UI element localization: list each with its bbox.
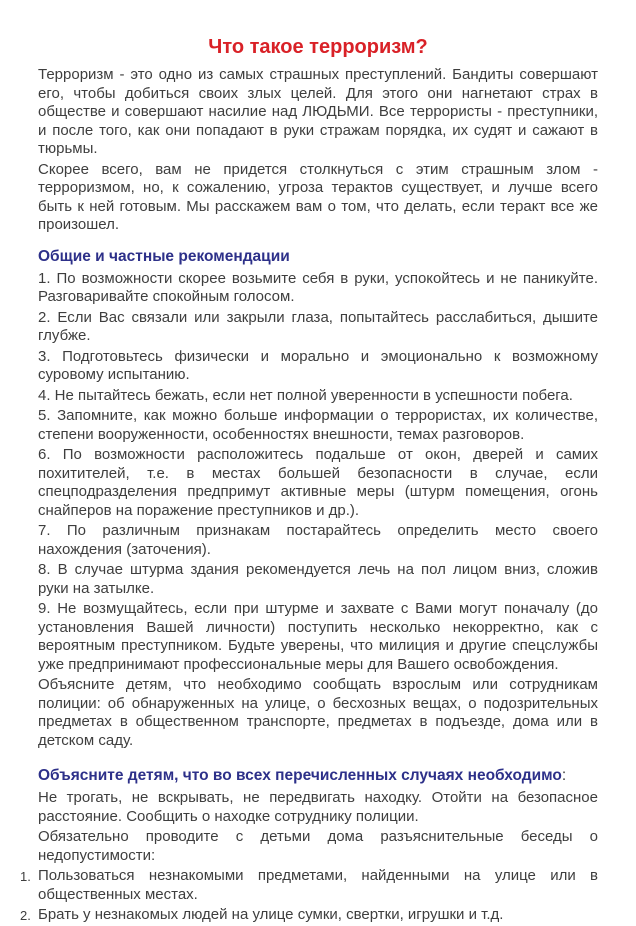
list-item-text: Брать у незнакомых людей на улице сумки, свертки, игрушки и т.д.	[38, 906, 504, 923]
list-item-number: 2.	[20, 908, 31, 923]
recommendation-item-7: 7. По различным признакам постарайтесь определить место своего нахождения (заточения).	[38, 522, 598, 558]
prohibitions-list	[20, 867, 598, 926]
recommendation-item-8: 8. В случае штурма здания рекомендуется лечь на пол лицом вниз, сложив руки на затылке.	[38, 561, 598, 597]
section-heading-general-recommendations: Общие и частные рекомендации	[38, 247, 290, 265]
page-title: Что такое терроризм?	[208, 36, 428, 58]
list-item	[20, 906, 598, 926]
recommendation-item-1: 1. По возможности скорее возьмите себя в руки, успокойтесь и не паникуйте. Разговаривайте спокойным голосом.	[38, 269, 598, 305]
intro-paragraph-1: Терроризм - это одно из самых страшных преступлений. Бандиты совершают его, чтобы добиться своих злых целей. Для этого они нагнетают страх в обществе и совершают насилие над ЛЮДЬМИ. Все террористы - преступники, и после того, как они попадают в руки стражам порядка, их судят и сажают в тюрьмы.	[38, 66, 598, 157]
recommendation-item-4: 4. Не пытайтесь бежать, если нет полной уверенности в успешности побега.	[38, 386, 573, 404]
heading-colon: :	[561, 767, 567, 784]
recommendation-item-9: 9. Не возмущайтесь, если при штурме и захвате с Вами могут поначалу (до установления Вашей личности) поступить несколько некорректно, как с вероятным преступником. Будьте уверены, что милиция и другие спецслужбы уже предпринимают профессиональные меры для Вашего освобождения.	[38, 600, 598, 673]
recommendation-item-5: 5. Запомните, как можно больше информации о террористах, их количестве, степени вооруженности, особенностях внешности, темах разговоров.	[38, 407, 598, 443]
recommendation-item-6: 6. По возможности расположитесь подальше от окон, дверей и самих похитителей, т.е. в местах большей безопасности в случае, если спецподразделения предпримут активные меры (штурм помещения, огонь снайперов на поражение преступников и др.).	[38, 446, 598, 519]
intro-paragraph-2: Скорее всего, вам не придется столкнуться с этим страшным злом - терроризмом, но, к сожалению, угроза терактов существует, и лучше всего быть к ней готовым. Мы расскажем вам о том, что делать, если теракт все же произошел.	[38, 160, 598, 233]
explain-to-children-paragraph: Объясните детям, что необходимо сообщать взрослым или сотрудникам полиции: об обнаруженных на улице, о бесхозных вещах, о подозрительных предметах в общественном транспорте, предметах в подъезде, дома или в детском саду.	[38, 676, 598, 749]
section-heading-text: Объясните детям, что во всех перечисленных случаях необходимо	[38, 767, 562, 784]
recommendation-item-3: 3. Подготовьтесь физически и морально и эмоционально к возможному суровому испытанию.	[38, 347, 598, 383]
recommendation-item-2: 2. Если Вас связали или закрыли глаза, попытайтесь расслабиться, дышите глубже.	[38, 308, 598, 344]
do-not-touch-paragraph: Не трогать, не вскрывать, не передвигать находку. Отойти на безопасное расстояние. Сообщить о находке сотруднику полиции.	[38, 789, 598, 825]
section-heading-explain-cases	[38, 766, 598, 786]
list-item-number: 1.	[20, 869, 31, 884]
home-talks-paragraph: Обязательно проводите с детьми дома разъяснительные беседы о недопустимости:	[38, 828, 598, 864]
list-item-text: Пользоваться незнакомыми предметами, найденными на улице или в общественных местах.	[38, 867, 598, 903]
list-item	[20, 867, 598, 904]
